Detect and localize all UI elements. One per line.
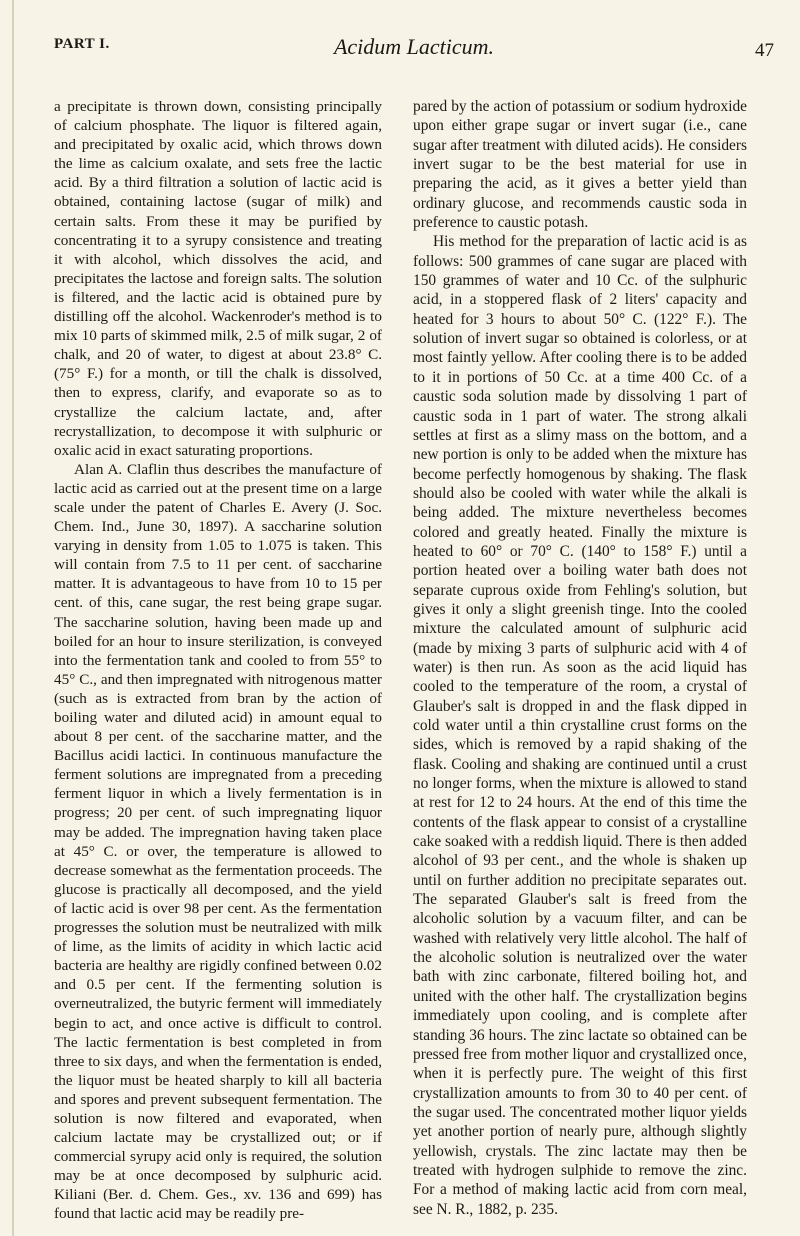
part-label: PART I. <box>54 36 110 52</box>
page-title: Acidum Lacticum. <box>333 34 495 59</box>
paragraph: Alan A. Claflin thus describes the manufacture of lactic acid as carried out at the present time on a large scale under the patent of Charles E. Avery (J. Soc. Chem. Ind., June 30, 1897). A saccharine solution varying in density from 1.05 to 1.075 is taken. This will contain from 7.5 to 11 per cent. of saccharine matter. It is advantageous to have from 10 to 15 per cent. of this, cane sugar, the rest being grape sugar. The saccharine solution, having been made up and boiled for an hour to insure sterilization, is conveyed into the fermentation tank and cooled to from 55° to 45° C., and then impregnated with nitrogenous matter (such as is extracted from bran by the action of boiling water and diluted acid) in amount equal to about 8 per cent. of the saccharine matter, and the Bacillus acidi lactici. In continuous manufacture the ferment solutions are impregnated from a preceding ferment liquor in which a lively fermentation is in progress; 20 per cent. of such impregnating liquor may be added. The impregnation having taken place at 45° C. or over, the temperature is allowed to decrease somewhat as the fermentation proceeds. The glucose is practically all decomposed, and the yield of lactic acid is over 98 per cent. As the fermentation progresses the solution must be neutralized with milk of lime, as the limits of acidity in which lactic acid bacteria are healthy are rigidly confined between 0.02 and 0.5 per cent. If the fermenting solution is overneutralized, the butyric ferment will immediately begin to act, and once active is difficult to control. The lactic fermentation is best completed in from three to six days, and when the fermentation is ended, the liquor must be heated sharply to kill all bacteria and spores and prevent subsequent fermentation. The solution is now filtered and evaporated, when calcium lactate may be crystallized out; or if commercial syrupy acid only is required, the solution may be at once decomposed by sulphuric acid. Kiliani (Ber. d. Chem. Ges., xv. 136 and 699) has found that lactic acid may be readily pre- <box>54 460 382 1223</box>
page-number: 47 <box>755 40 774 61</box>
paragraph: His method for the preparation of lactic acid is as follows: 500 grammes of cane sugar are placed with 150 grammes of water and 10 Cc. of the sulphuric acid, in a stoppered flask of 2 liters' capacity and heated for 3 hours to about 50° C. (122° F.). The solution of invert sugar so obtained is colorless, or at most faintly yellow. After cooling there is to be added to it in portions of 50 Cc. at a time 400 Cc. of a caustic soda solution made by dissolving 1 part of caustic soda in 1 part of water. The strong alkali settles at first as a slimy mass on the bottom, and a new portion is only to be added when the mixture has become perfectly homogenous by shaking. The flask should also be cooled with water while the alkali is being added. The mixture nevertheless becomes colored and greatly heated. Finally the mixture is heated to 60° or 70° C. (140° to 158° F.) until a portion heated over a boiling water bath does not separate cuprous oxide from Fehling's solution, but gives it only a slight greenish tinge. Into the cooled mixture the calculated amount of sulphuric acid (made by mixing 3 parts of sulphuric acid with 4 of water) is then run. As soon as the acid liquid has cooled to the temperature of the room, a crystal of Glauber's salt is dropped in and the flask dipped in cold water until a thin crystalline crust forms on the sides, which is removed by a rapid shaking of the flask. Cooling and shaking are continued until a crust no longer forms, when the mixture is allowed to stand at rest for 12 to 24 hours. At the end of this time the contents of the flask appear to consist of a crystalline cake soaked with a reddish liquid. There is then added alcohol of 93 per cent., and the whole is shaken up until on further addition no precipitate separates out. The separated Glauber's salt is freed from the alcoholic solution by a vacuum filter, and can be washed with relatively very little alcohol. The half of the alcoholic solution is neutralized over the water bath with zinc carbonate, filtered boiling hot, and united with the other half. The crystallization begins immediately upon cooling, and is complete after standing 36 hours. The zinc lactate so obtained can be pressed free from mother liquor and crystallized once, when it is perfectly pure. The weight of this first crystallization amounts to from 30 to 40 per cent. of the sugar used. The concentrated mother liquor yields yet another portion of nearly pure, although slightly yellowish, crystals. The zinc lactate may then be treated with hydrogen sulphide to remove the zinc. For a method of making lactic acid from corn meal, see N. R., 1882, p. 235. <box>413 233 747 1218</box>
paragraph: a precipitate is thrown down, consisting principally of calcium phosphate. The liquor is filtered again, and precipitated by oxalic acid, which throws down the lime as calcium oxalate, and sets free the lactic acid. By a third filtration a solution of lactic acid is obtained, containing lactose (sugar of milk) and certain salts. From these it may be purified by concentrating it to a syrupy consistence and treating it with alcohol, which dissolves the acid, and precipitates the lactose and foreign salts. The solution is filtered, and the lactic acid is obtained pure by distilling off the alcohol. Wackenroder's method is to mix 10 parts of skimmed milk, 2.5 of milk sugar, 2 of chalk, and 20 of water, to digest at about 23.8° C. (75° F.) for a month, or till the chalk is dissolved, then to express, clarify, and evaporate so as to crystallize the calcium lactate, and, after recrystallization, to decompose it with sulphuric or oxalic acid in exact saturating proportions. <box>54 98 382 459</box>
right-column <box>413 97 747 1219</box>
left-column <box>54 97 382 1224</box>
paragraph: pared by the action of potassium or sodium hydroxide upon either grape sugar or invert sugar (i.e., cane sugar after treatment with diluted acids). He considers invert sugar to be the best material for use in preparing the acid, as it gives a better yield than ordinary glucose, and recommends caustic soda in preference to caustic potash. <box>413 98 747 232</box>
page-edge <box>12 0 14 1236</box>
running-header <box>54 34 774 64</box>
